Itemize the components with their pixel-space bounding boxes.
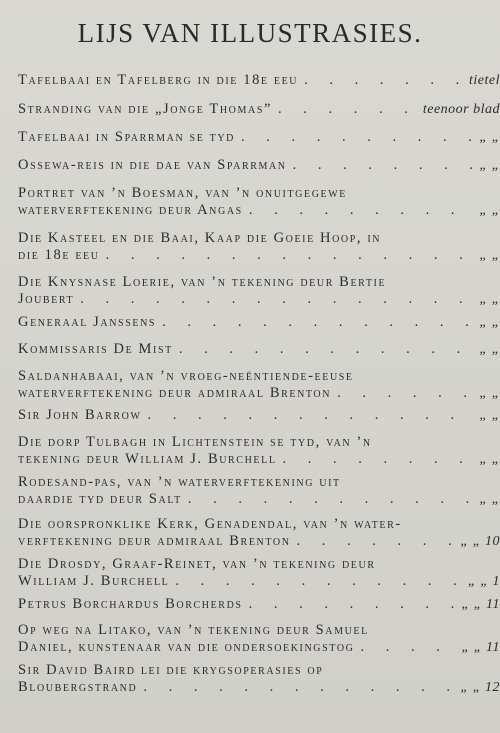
page-reference: „ „ 11 <box>461 597 500 612</box>
list-item <box>18 101 500 118</box>
list-item <box>18 368 500 402</box>
list-item <box>18 341 500 358</box>
page-reference: „ „ <box>479 342 500 357</box>
entry-caption: Saldanhabaai, van ’n vroeg-neëntiende-eeuse <box>18 368 354 384</box>
entry-caption: Tafelbaai in Sparrman se tyd <box>18 129 235 145</box>
entry-caption-cont: tekening deur William J. Burchell <box>18 451 277 467</box>
page-reference: „ „ <box>479 248 500 263</box>
entry-caption-cont: daardie tyd deur Salt <box>18 491 182 507</box>
entry-caption: Kommissaris De Mist <box>18 341 173 357</box>
leader-dots <box>142 407 476 424</box>
page-reference: „ „ <box>479 492 500 507</box>
entry-caption: Die Knysnase Loerie, van ’n tekening deur Bertie <box>18 274 387 290</box>
entry-caption: Sir John Barrow <box>18 407 142 423</box>
entry-caption-cont: waterverftekening deur admiraal Brenton <box>18 385 332 401</box>
list-item <box>18 434 500 468</box>
entry-caption: Die oorspronklike Kerk, Genadendal, van ’n water- <box>18 516 402 532</box>
leader-dots <box>354 639 457 656</box>
leader-dots <box>298 72 465 89</box>
leader-dots <box>182 491 476 508</box>
page-reference: „ „ <box>479 315 500 330</box>
entry-caption: Ossewa-reis in die dae van Sparrman <box>18 157 287 173</box>
leader-dots <box>243 596 458 613</box>
leader-dots <box>331 385 475 402</box>
page-reference: „ „ <box>479 203 500 218</box>
leader-dots <box>287 157 476 174</box>
page-reference: „ „ <box>479 158 500 173</box>
list-item <box>18 407 500 424</box>
entry-caption: Petrus Borchardus Borcherds <box>18 596 243 612</box>
list-item <box>18 274 500 308</box>
page-reference: „ „ <box>479 292 500 307</box>
list-item <box>18 662 500 696</box>
list-item <box>18 185 500 219</box>
entry-caption: Op weg na Litako, van ’n tekening deur Samuel <box>18 622 369 638</box>
page-reference: „ „ 10 <box>460 534 500 549</box>
leader-dots <box>169 573 464 590</box>
page-reference: „ „ <box>479 408 500 423</box>
page-reference: „ „ 11 <box>461 640 500 655</box>
page-reference: „ „ <box>479 130 500 145</box>
list-item <box>18 157 500 174</box>
leader-dots <box>235 129 475 146</box>
page-reference: tietel <box>469 73 500 88</box>
leader-dots <box>74 291 475 308</box>
entry-caption-cont: Joubert <box>18 291 75 307</box>
list-item <box>18 596 500 613</box>
page-reference: teenoor blad <box>422 102 500 117</box>
leader-dots <box>243 202 476 219</box>
page-reference: „ „ 12 <box>460 680 500 695</box>
entry-caption: Portret van ’n Boesman, van ’n onuitgegewe <box>18 185 347 201</box>
entry-caption: Die Kasteel en die Baai, Kaap die Goeie Hoop, in <box>18 230 382 246</box>
list-item <box>18 474 500 508</box>
leader-dots <box>173 341 476 358</box>
entry-caption-cont: Daniel, kunstenaar van die ondersoekingstog <box>18 639 355 655</box>
entry-caption: Generaal Janssens <box>18 314 157 330</box>
list-item <box>18 516 500 550</box>
entry-caption-cont: verftekening deur admiraal Brenton <box>18 533 291 549</box>
page-reference: „ „ <box>479 452 500 467</box>
entry-caption: Rodesand-pas, van ’n waterverftekening uit <box>18 474 341 490</box>
leader-dots <box>100 247 476 264</box>
leader-dots <box>291 533 457 550</box>
list-item <box>18 622 500 656</box>
leader-dots <box>137 679 456 696</box>
entry-caption: Stranding van die „Jonge Thomas” <box>18 101 273 117</box>
leader-dots <box>156 314 475 331</box>
list-item <box>18 72 500 89</box>
list-item <box>18 129 500 146</box>
entry-caption: Tafelbaai en Tafelberg in die 18e eeu <box>18 72 299 88</box>
entry-caption: Die Drosdy, Graaf-Reinet, van ’n tekening deur <box>18 556 376 572</box>
entry-caption: Sir David Baird lei die krygsoperasies op <box>18 662 324 678</box>
entry-caption-cont: William J. Burchell <box>18 573 170 589</box>
entry-caption-cont: Bloubergstrand <box>18 679 138 695</box>
page-title: LIJS VAN ILLUSTRASIES. <box>77 18 423 48</box>
page-reference: „ „ <box>479 386 500 401</box>
entry-caption: Die dorp Tulbagh in Lichtenstein se tyd, van ’n <box>18 434 372 450</box>
page-reference: „ „ 1 <box>467 574 500 589</box>
leader-dots <box>277 451 476 468</box>
leader-dots <box>272 101 419 118</box>
entry-caption-cont: waterverftekening deur Angas <box>18 202 243 218</box>
entry-caption-cont: die 18e eeu <box>18 247 100 263</box>
list-item <box>18 314 500 331</box>
list-item <box>18 230 500 264</box>
list-item <box>18 556 500 590</box>
